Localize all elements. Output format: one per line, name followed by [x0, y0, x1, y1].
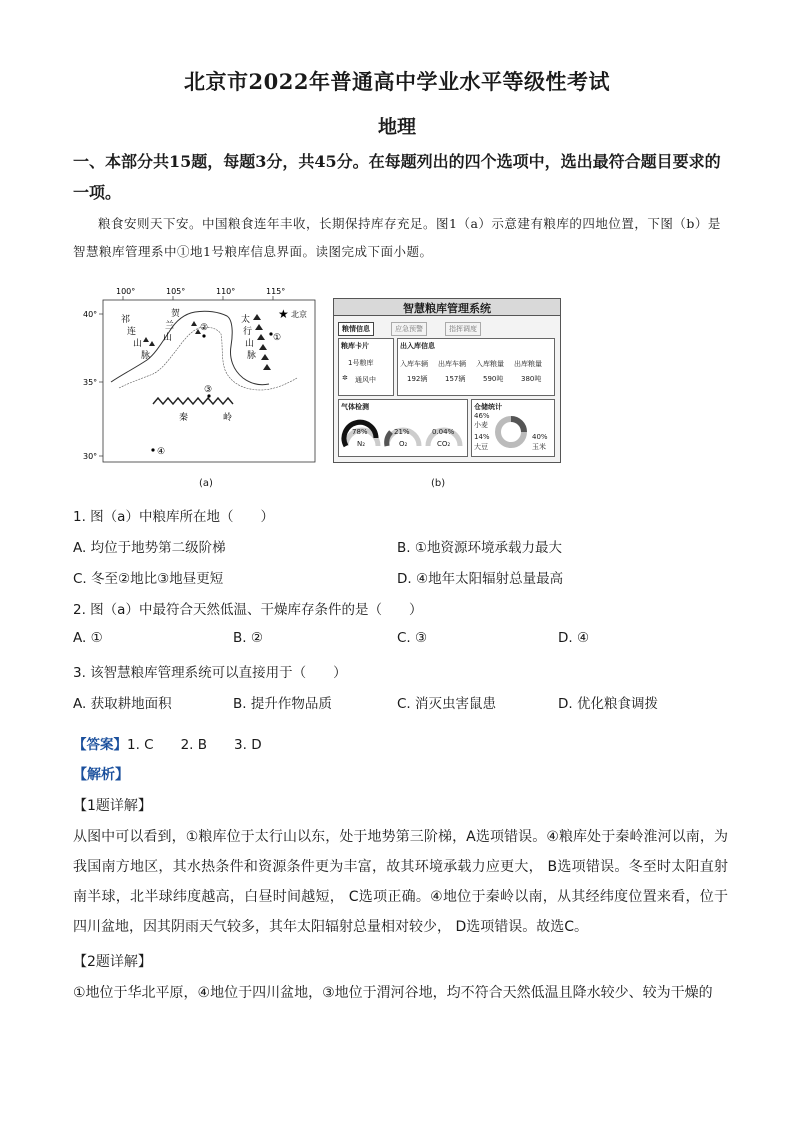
- storage-label: 大豆: [474, 443, 488, 451]
- detail-2-tag: 【2题详解】: [73, 954, 152, 970]
- io-value: 590吨: [483, 375, 504, 383]
- io-header: 出库车辆: [438, 360, 466, 368]
- lon-label: 105°: [166, 287, 186, 296]
- exam-title: 北京市2022年普通高中学业水平等级性考试: [184, 69, 610, 94]
- helan-label: 贺: [171, 309, 181, 319]
- question-2-stem: 2. 图（a）中最符合天然低温、干燥库存条件的是（ ）: [73, 602, 423, 618]
- qinling-label: 岭: [223, 413, 233, 423]
- gauge-label: N₂: [357, 440, 366, 448]
- q3-option-d: D. 优化粮食调拨: [558, 696, 658, 712]
- lon-label: 115°: [266, 287, 286, 296]
- gauge-value: 21%: [394, 428, 410, 436]
- taihang-label: 山: [245, 339, 255, 349]
- intro-paragraph: 粮食安则天下安。中国粮食连年丰收，长期保持库存充足。图1（a）示意建有粮库的四地位置，下图（b）是智慧粮库管理系中①地1号粮库信息界面。读图完成下面小题。: [73, 216, 721, 259]
- storage-donut: [493, 414, 529, 450]
- point-3-label: ③: [204, 385, 213, 395]
- storage-title: 仓储统计: [474, 403, 502, 411]
- detail-1-tag: 【1题详解】: [73, 798, 152, 814]
- qinling-label: 秦: [179, 413, 189, 423]
- lat-label: 35°: [83, 378, 98, 387]
- helan-label: 兰: [165, 321, 175, 331]
- answer-text: 1. C 2. B 3. D: [127, 737, 262, 753]
- figure-b-caption: (b): [431, 478, 446, 489]
- io-value: 380吨: [521, 375, 542, 383]
- detail-2-text: ①地位于华北平原，④地位于四川盆地，③地位于渭河谷地，均不符合天然低温且降水较少、较为干燥的: [73, 985, 713, 1001]
- point-1-label: ①: [273, 333, 282, 343]
- storage-label: 小麦: [474, 421, 488, 429]
- section-heading: 一、本部分共15题，每题3分，共45分。在每题列出的四个选项中，选出最符合题目要求的一项。: [73, 152, 721, 202]
- tab-emergency-alert[interactable]: 应急预警: [391, 322, 427, 336]
- gauge-label: O₂: [399, 440, 408, 448]
- storage-label: 玉米: [532, 443, 546, 451]
- point-2-label: ②: [200, 323, 209, 333]
- figure-a-map: [83, 286, 323, 476]
- card-status: 通风中: [355, 376, 376, 384]
- card-title: 粮库卡片: [341, 342, 369, 350]
- helan-label: 山: [163, 333, 173, 343]
- answer-tag: 【答案】: [73, 737, 127, 753]
- q2-option-b: B. ②: [233, 630, 263, 646]
- storage-value: 14%: [474, 433, 490, 441]
- figure-a-caption: (a): [199, 478, 213, 489]
- taihang-label: 脉: [247, 351, 257, 361]
- q2-option-c: C. ③: [397, 630, 428, 646]
- io-value: 157辆: [445, 375, 466, 383]
- figure-b-panel: [333, 298, 561, 463]
- tab-dispatch[interactable]: 指挥调度: [445, 322, 481, 336]
- gauge-value: 78%: [352, 428, 368, 436]
- gauge-label: CO₂: [437, 440, 451, 448]
- tab-grain-info[interactable]: 粮情信息: [338, 322, 374, 336]
- storage-value: 40%: [532, 433, 548, 441]
- q3-option-c: C. 消灭虫害鼠患: [397, 696, 497, 712]
- question-3-stem: 3. 该智慧粮库管理系统可以直接用于（ ）: [73, 665, 347, 681]
- io-header: 入库粮量: [476, 360, 504, 368]
- system-title: 智慧粮库管理系统: [403, 302, 491, 315]
- taihang-label: 太: [241, 315, 251, 325]
- map-svg: [83, 286, 323, 476]
- q2-option-a: A. ①: [73, 630, 103, 646]
- io-header: 入库车辆: [400, 360, 428, 368]
- question-1-stem: 1. 图（a）中粮库所在地（ ）: [73, 509, 274, 525]
- qilian-label: 连: [127, 327, 137, 337]
- qilian-label: 脉: [141, 351, 151, 361]
- lon-label: 100°: [116, 287, 136, 296]
- taihang-label: 行: [243, 327, 253, 337]
- io-header: 出库粮量: [514, 360, 542, 368]
- lat-label: 30°: [83, 452, 98, 461]
- card-name: 1号粮库: [348, 359, 374, 367]
- beijing-label: 北京: [291, 310, 307, 319]
- fan-icon: ✲: [342, 374, 348, 382]
- lon-label: 110°: [216, 287, 236, 296]
- detail-1-text: 从图中可以看到，①粮库位于太行山以东，处于地势第三阶梯，A选项错误。④粮库处于秦岭淮河以南，为我国南方地区，其水热条件和资源条件更为丰富，故其环境承载力应更大， B选项错误。冬至时太阳直射南半球，北半球纬度越高，白昼时间越短， C选项正确。④地位于秦岭以南，从其经纬度位置来看，位于四川盆地，因其阴雨天气较多，其年太阳辐射总量相对较少， D选项错误。故选C。: [73, 829, 728, 935]
- q1-option-a: A. 均位于地势第二级阶梯: [73, 540, 226, 556]
- io-title: 出入库信息: [400, 342, 435, 350]
- q1-option-c: C. 冬至②地比③地昼更短: [73, 571, 224, 587]
- q3-option-a: A. 获取耕地面积: [73, 696, 172, 712]
- q3-option-b: B. 提升作物品质: [233, 696, 332, 712]
- analysis-tag: 【解析】: [73, 767, 129, 783]
- lat-label: 40°: [83, 310, 98, 319]
- gauge-value: 0.04%: [432, 428, 455, 436]
- q1-option-b: B. ①地资源环境承载力最大: [397, 540, 562, 556]
- gas-title: 气体检测: [341, 403, 369, 411]
- q1-option-d: D. ④地年太阳辐射总量最高: [397, 571, 564, 587]
- qilian-label: 祁: [121, 315, 131, 325]
- subject-title: 地理: [377, 116, 416, 138]
- beijing-star-icon: ★: [278, 307, 289, 321]
- point-4-label: ④: [157, 447, 166, 457]
- q2-option-d: D. ④: [558, 630, 590, 646]
- qilian-label: 山: [133, 339, 143, 349]
- storage-value: 46%: [474, 412, 490, 420]
- io-value: 192辆: [407, 375, 428, 383]
- answer-line: [73, 733, 262, 753]
